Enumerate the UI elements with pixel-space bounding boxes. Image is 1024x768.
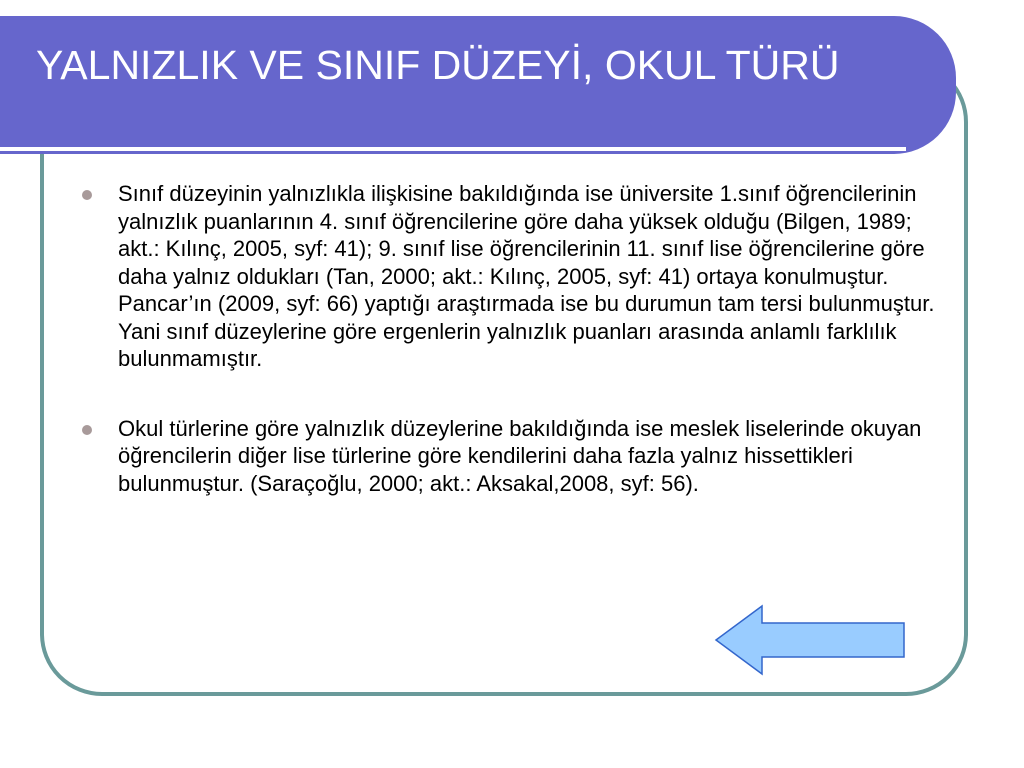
bullet-dot-icon	[82, 190, 92, 200]
title-bar	[0, 16, 956, 154]
back-button[interactable]	[714, 604, 908, 676]
title-underline	[0, 147, 906, 151]
bullet-text: Okul türlerine göre yalnızlık düzeylerine bakıldığında ise meslek liselerinde okuyan öğrencilerin diğer lise türlerine göre kendilerini daha fazla yalnız hissettikleri bulunmuştur. (Saraçoğlu, 2000; akt.: Aksakal,2008, syf: 56).	[118, 415, 922, 496]
slide-title: YALNIZLIK VE SINIF DÜZEYİ, OKUL TÜRÜ	[36, 42, 840, 88]
bullet-item	[82, 415, 950, 498]
left-arrow-icon[interactable]	[716, 606, 904, 674]
bullet-item	[82, 180, 950, 373]
bullet-text: Sınıf düzeyinin yalnızlıkla ilişkisine bakıldığında ise üniversite 1.sınıf öğrencilerinin yalnızlık puanlarının 4. sınıf öğrencilerine göre daha yüksek olduğu (Bilgen, 1989; akt.: Kılınç, 2005, syf: 41); 9. sınıf lise öğrencilerinin 11. sınıf lise öğrencilerine göre daha yalnız oldukları (Tan, 2000; akt.: Kılınç, 2005, syf: 41) ortaya konulmuştur. Pancar’ın (2009, syf: 66) yaptığı araştırmada ise bu durumun tam tersi bulunmuştur. Yani sınıf düzeylerine göre ergenlerin yalnızlık puanları arasında anlamlı farklılık bulunmamıştır.	[118, 181, 935, 371]
bullet-dot-icon	[82, 425, 92, 435]
slide-content	[82, 180, 950, 539]
